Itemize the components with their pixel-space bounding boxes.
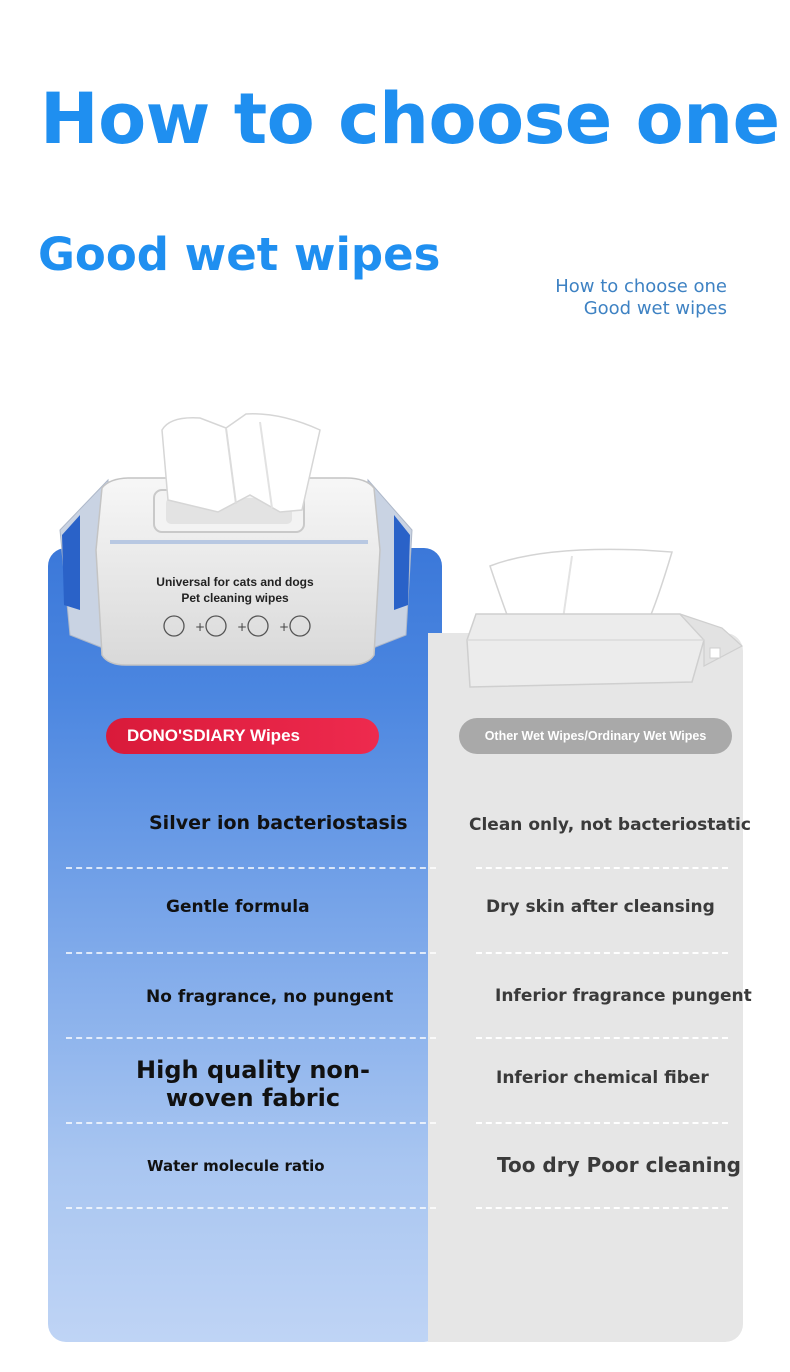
svg-text:+: + bbox=[237, 620, 248, 634]
brand-feature-4-line2: woven fabric bbox=[165, 1084, 341, 1112]
other-badge: Other Wet Wipes/Ordinary Wet Wipes bbox=[459, 718, 732, 754]
pack-label-line1: Universal for cats and dogs bbox=[156, 575, 314, 589]
row-divider bbox=[476, 867, 728, 869]
brand-feature-2: Gentle formula bbox=[166, 897, 310, 917]
row-divider bbox=[476, 952, 728, 954]
row-divider bbox=[476, 1122, 728, 1124]
other-feature-4: Inferior chemical fiber bbox=[496, 1068, 709, 1088]
row-divider bbox=[66, 1122, 436, 1124]
row-divider bbox=[476, 1037, 728, 1039]
brand-feature-3: No fragrance, no pungent bbox=[146, 987, 394, 1007]
side-note-line1: How to choose one bbox=[555, 276, 727, 297]
other-feature-3: Inferior fragrance pungent bbox=[495, 986, 752, 1006]
row-divider bbox=[476, 1207, 728, 1209]
page-title: How to choose one bbox=[40, 78, 780, 160]
row-divider bbox=[66, 867, 436, 869]
row-divider bbox=[66, 1037, 436, 1039]
row-divider bbox=[66, 952, 436, 954]
other-feature-1: Clean only, not bacteriostatic bbox=[469, 815, 751, 835]
brand-feature-1: Silver ion bacteriostasis bbox=[149, 812, 408, 834]
brand-wipes-pack-image bbox=[50, 400, 422, 670]
row-divider bbox=[66, 1207, 436, 1209]
other-wipes-pack-image bbox=[452, 542, 750, 692]
other-feature-5: Too dry Poor cleaning bbox=[497, 1153, 741, 1177]
other-feature-2: Dry skin after cleansing bbox=[486, 897, 715, 917]
brand-badge: DONO'SDIARY Wipes bbox=[106, 718, 379, 754]
brand-feature-4 bbox=[128, 1056, 378, 1112]
brand-feature-4-line1: High quality non- bbox=[136, 1056, 370, 1084]
side-note bbox=[555, 276, 727, 320]
svg-text:+: + bbox=[279, 620, 290, 634]
pack-label-line2: Pet cleaning wipes bbox=[181, 591, 289, 605]
side-note-line2: Good wet wipes bbox=[583, 298, 727, 319]
brand-feature-5: Water molecule ratio bbox=[147, 1157, 325, 1175]
svg-text:+: + bbox=[195, 620, 206, 634]
page-subtitle: Good wet wipes bbox=[38, 228, 441, 281]
